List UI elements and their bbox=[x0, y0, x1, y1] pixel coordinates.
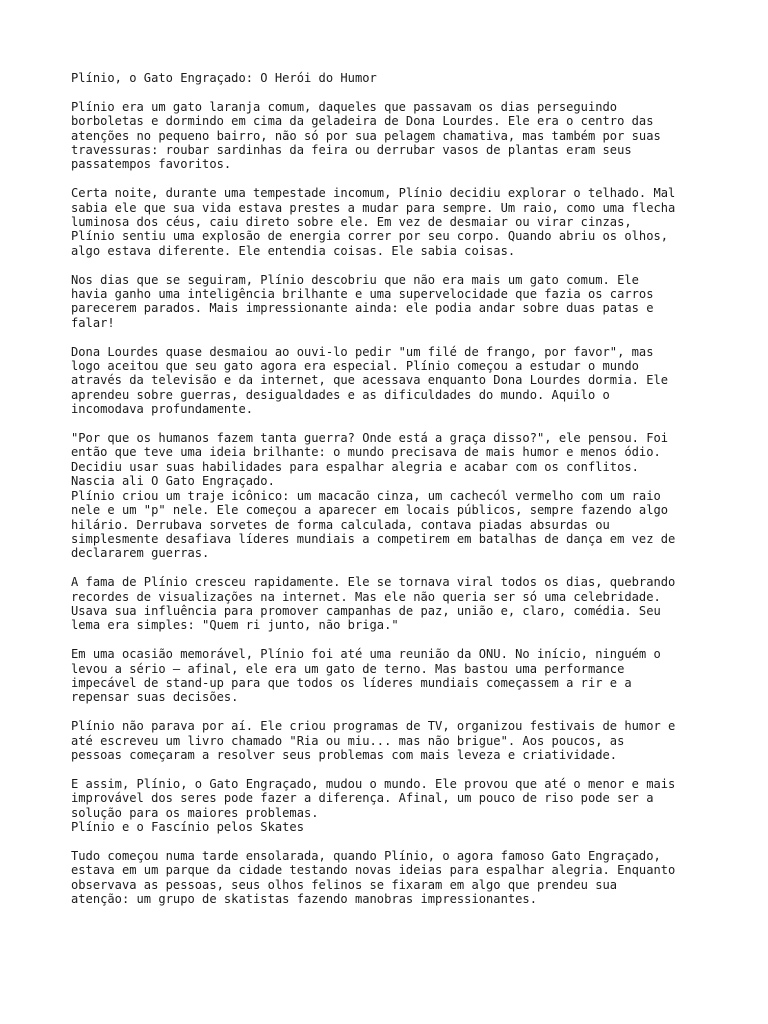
paragraph-9: E assim, Plínio, o Gato Engraçado, mudou o mundo. Ele provou que até o menor e mais improvável dos seres pode fazer a diferença. Afinal, um pouco de riso pode ser a solução para os maiores problemas. Plínio e o Fascínio pelos Skates bbox=[71, 776, 676, 834]
paragraph-6: A fama de Plínio cresceu rapidamente. Ele se tornava viral todos os dias, quebrando recordes de visualizações na internet. Mas ele não queria ser só uma celebridade. Usava sua influência para promover campanhas de paz, união e, claro, comédia. Seu lema era simples: "Quem ri junto, não briga." bbox=[71, 575, 676, 633]
paragraph-5: "Por que os humanos fazem tanta guerra? Onde está a graça disso?", ele pensou. Foi então que teve uma ideia brilhante: o mundo precisava de mais humor e menos ódio. Decidiu usar suas habilidades para espalhar alegria e acabar com os conflitos. Nascia ali O Gato Engraçado. Plínio criou um traje icônico: um macacão cinza, um cachecól vermelho com um raio nele e um "p" nele. Ele começou a aparecer em locais públicos, sempre fazendo algo hilário. Derrubava sorvetes de forma calculada, contava piadas absurdas ou simplesmente desafiava líderes mundiais a competirem em batalhas de dança em vez de declararem guerras. bbox=[71, 431, 676, 561]
paragraph-10: Tudo começou numa tarde ensolarada, quando Plínio, o agora famoso Gato Engraçado, estava em um parque da cidade testando novas ideias para espalhar alegria. Enquanto observava as pessoas, seus olhos felinos se fixaram em algo que prendeu sua atenção: um grupo de skatistas fazendo manobras impressionantes. bbox=[71, 848, 676, 906]
paragraph-7: Em uma ocasião memorável, Plínio foi até uma reunião da ONU. No início, ninguém o levou a sério — afinal, ele era um gato de terno. Mas bastou uma performance impecável de stand-up para que todos os líderes mundiais começassem a rir e a repensar suas decisões. bbox=[71, 647, 661, 705]
paragraph-3: Nos dias que se seguiram, Plínio descobriu que não era mais um gato comum. Ele havia ganho uma inteligência brilhante e uma supervelocidade que fazia os carros parecerem parados. Mais impressionante ainda: ele podia andar sobre duas patas e falar! bbox=[71, 272, 654, 330]
paragraph-8: Plínio não parava por aí. Ele criou programas de TV, organizou festivais de humor e até escreveu um livro chamado "Ria ou miu... mas não brigue". Aos poucos, as pessoas começaram a resolver seus problemas com mais leveza e criatividade. bbox=[71, 719, 676, 762]
document-title: Plínio, o Gato Engraçado: O Herói do Humor bbox=[71, 71, 377, 85]
paragraph-1: Plínio era um gato laranja comum, daqueles que passavam os dias perseguindo borboletas e dormindo em cima da geladeira de Dona Lourdes. Ele era o centro das atenções no pequeno bairro, não só por sua pelagem chamativa, mas também por suas travessuras: roubar sardinhas da feira ou derrubar vasos de plantas eram seus passatempos favoritos. bbox=[71, 99, 661, 172]
paragraph-4: Dona Lourdes quase desmaiou ao ouvi-lo pedir "um filé de frango, por favor", mas logo aceitou que seu gato agora era especial. Plínio começou a estudar o mundo através da televisão e da internet, que acessava enquanto Dona Lourdes dormia. Ele aprendeu sobre guerras, desigualdades e as dificuldades do mundo. Aquilo o incomodava profundamente. bbox=[71, 344, 669, 417]
paragraph-2: Certa noite, durante uma tempestade incomum, Plínio decidiu explorar o telhado. Mal sabia ele que sua vida estava prestes a mudar para sempre. Um raio, como uma flecha luminosa dos céus, caiu direto sobre ele. Em vez de desmaiar ou virar cinzas, Plínio sentiu uma explosão de energia correr por seu corpo. Quando abriu os olhos, algo estava diferente. Ele entendia coisas. Ele sabia coisas. bbox=[71, 186, 676, 258]
document-page bbox=[71, 71, 711, 921]
